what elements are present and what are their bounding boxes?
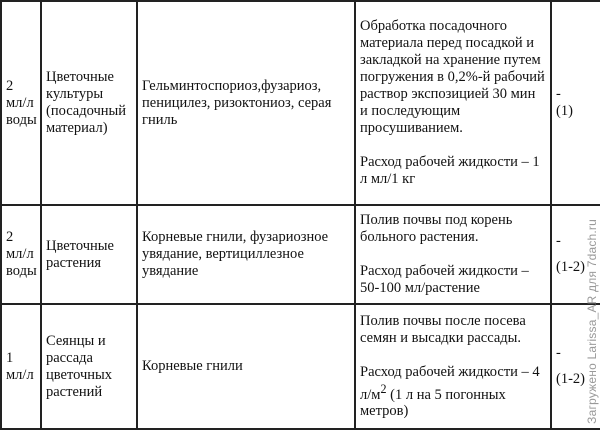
method-text: Обработка посадочного материала перед посадкой и закладкой на хранение путем погружения в 0,2%-й рабочий раствор экспозицией 30 мин и последующим просушиванием.	[360, 18, 545, 136]
disease-cell: Корневые гнили	[137, 304, 355, 429]
crop-cell: Цветочные растения	[41, 205, 137, 304]
consumption-suffix: (1 л на 5 погонных метров)	[360, 386, 506, 420]
consumption-superscript: 2	[380, 381, 387, 396]
disease-cell: Корневые гнили, фузариозное увядание, вертициллезное увядание	[137, 205, 355, 304]
dose-tail: воды	[6, 263, 37, 279]
period-dash: -	[556, 86, 561, 102]
dose-unit: мл/л	[6, 366, 34, 383]
dose-cell	[1, 1, 41, 205]
method-cell	[355, 1, 551, 205]
dose-unit: мл/л	[6, 246, 34, 262]
method-cell	[355, 205, 551, 304]
period-cell	[551, 304, 600, 429]
dose-cell	[1, 304, 41, 429]
method-cell	[355, 304, 551, 429]
period-value: (1-2)	[556, 259, 585, 275]
watermark-text: Загружено Larissa_AR для 7dach.ru	[585, 219, 599, 424]
period-value: (1)	[556, 103, 573, 119]
dose-unit: мл/л	[6, 94, 34, 111]
dose-number: 1	[6, 349, 14, 366]
period-cell	[551, 205, 600, 304]
method-text: Полив почвы под корень больного растения.	[360, 212, 513, 245]
period-cell	[551, 1, 600, 205]
consumption-text	[360, 364, 546, 421]
crop-cell: Цветочные культуры (посадочный материал)	[41, 1, 137, 205]
period-value: (1-2)	[556, 371, 585, 387]
dose-cell	[1, 205, 41, 304]
dose-tail: воды	[6, 111, 37, 128]
consumption-text: Расход рабочей жидкости – 1 л мл/1 кг	[360, 154, 540, 187]
consumption-prefix: Расход рабочей жидкости – 4 л/м	[360, 363, 540, 403]
disease-cell: Гельминтоспориоз,фузариоз, пеницилез, ризоктониоз, серая гниль	[137, 1, 355, 205]
table-row	[1, 1, 600, 205]
method-text: Полив почвы после посева семян и высадки рассады.	[360, 312, 526, 346]
period-dash: -	[556, 345, 561, 361]
consumption-text: Расход рабочей жидкости – 50-100 мл/растение	[360, 263, 529, 296]
dose-number: 2	[6, 229, 14, 245]
crop-cell: Сеянцы и рассада цветочных растений	[41, 304, 137, 429]
table-row	[1, 304, 600, 429]
dose-number: 2	[6, 77, 14, 94]
table-row	[1, 205, 600, 304]
period-dash: -	[556, 233, 561, 249]
